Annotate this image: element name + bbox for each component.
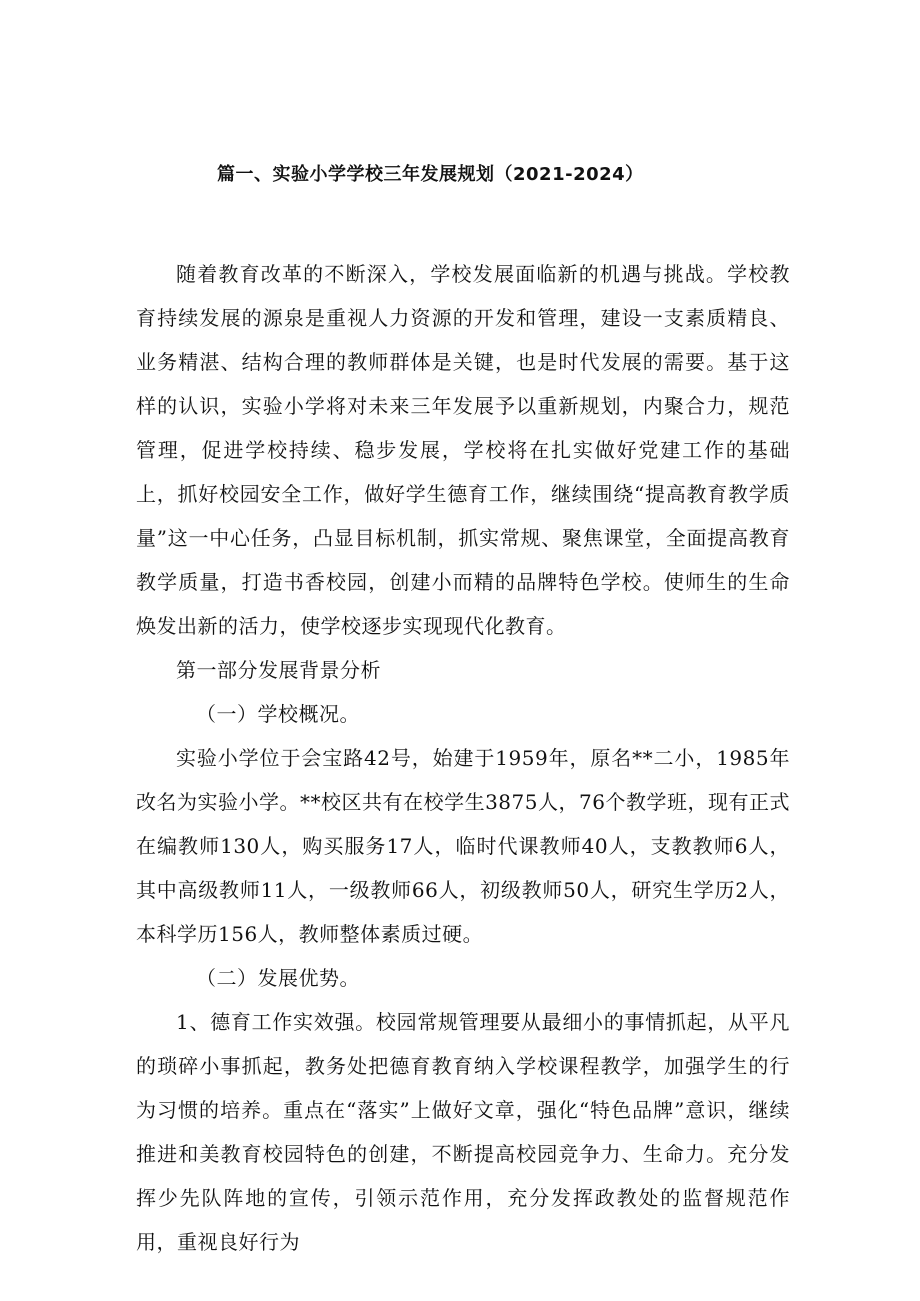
section2-item1-paragraph: 1、德育工作实效强。校园常规管理要从最细小的事情抓起，从平凡的琐碎小事抓起，教务处把德育教育纳入学校课程教学，加强学生的行为习惯的培养。重点在“落实”上做好文章，强化“特色品牌”意识，继续推进和美教育校园特色的创建，不断提高校园竞争力、生命力。充分发挥少先队阵地的宣传，引领示范作用，充分发挥政教处的监督规范作用，重视良好行为	[136, 1010, 790, 1254]
document-body	[136, 252, 790, 1264]
intro-paragraph: 随着教育改革的不断深入，学校发展面临新的机遇与挑战。学校教育持续发展的源泉是重视人力资源的开发和管理，建设一支素质精良、业务精湛、结构合理的教师群体是关键，也是时代发展的需要。基于这样的认识，实验小学将对未来三年发展予以重新规划，内聚合力，规范管理，促进学校持续、稳步发展，学校将在扎实做好党建工作的基础上，抓好校园安全工作，做好学生德育工作，继续围绕“提高教育教学质量”这一中心任务，凸显目标机制，抓实常规、聚焦课堂，全面提高教育教学质量，打造书香校园，创建小而精的品牌特色学校。使师生的生命焕发出新的活力，使学校逐步实现现代化教育。	[136, 262, 790, 638]
document-title: 篇一、实验小学学校三年发展规划（2021-2024）	[217, 164, 644, 185]
section1-heading: （一）学校概况。	[196, 702, 360, 726]
section1-paragraph: 实验小学位于会宝路42号，始建于1959年，原名**二小，1985年改名为实验小学。**校区共有在校学生3875人，76个教学班，现有正式在编教师130人，购买服务17人，临时代课教师40人，支教教师6人，其中高级教师11人，一级教师66人，初级教师50人，研究生学历2人，本科学历156人，教师整体素质过硬。	[136, 746, 790, 946]
section2-heading: （二）发展优势。	[196, 966, 360, 990]
part1-heading: 第一部分发展背景分析	[176, 658, 381, 682]
